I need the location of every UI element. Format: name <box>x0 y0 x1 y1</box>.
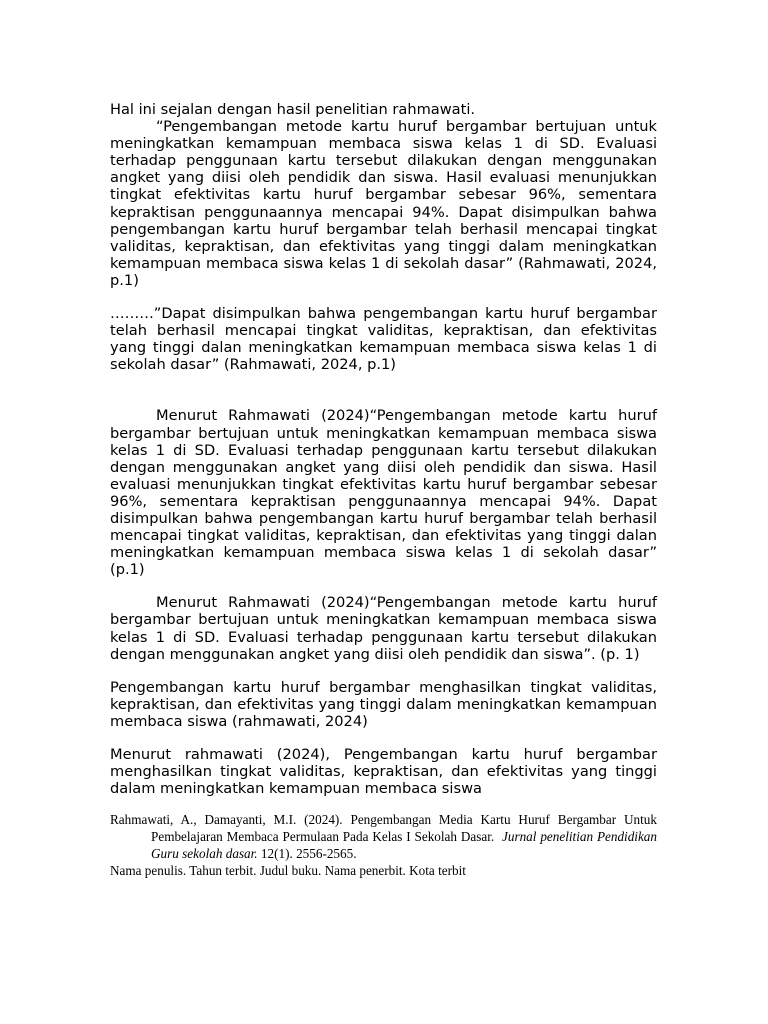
quoted-paragraph-2: ………”Dapat disimpulkan bahwa pengembangan kartu huruf bergambar telah berhasil mencapai tingkat validitas, kepraktisan, dan efektivitas yang tinggi dalan meningkatkan kemampuan membaca siswa kelas 1 di sekolah dasar” (Rahmawati, 2024, p.1) <box>110 305 657 374</box>
document-page <box>110 101 657 879</box>
paragraph-spacer <box>110 663 657 679</box>
paraphrase-paragraph-2: Menurut rahmawati (2024), Pengembangan kartu huruf bergambar menghasilkan tingkat validitas, kepraktisan, dan efektivitas yang tinggi dalam meningkatkan kemampuan membaca siswa <box>110 746 657 798</box>
citation-paragraph-1: Menurut Rahmawati (2024)“Pengembangan metode kartu huruf bergambar bertujuan untuk meningkatkan kemampuan membaca siswa kelas 1 di SD. Evaluasi terhadap penggunaan kartu tersebut dilakukan dengan menggunakan angket yang diisi oleh pendidik dan siswa. Hasil evaluasi menunjukkan tingkat efektivitas kartu huruf bergambar sebesar 96%, sementara kepraktisan penggunaannya mencapai 94%. Dapat disimpulkan bahwa pengembangan kartu huruf bergambar telah berhasil mencapai tingkat validitas, kepraktisan, dan efektivitas yang tinggi dalan meningkatkan kemampuan membaca siswa kelas 1 di sekolah dasar” (p.1) <box>110 407 657 579</box>
reference-format-template: Nama penulis. Tahun terbit. Judul buku. Nama penerbit. Kota terbit <box>110 863 466 879</box>
reference-journal-title: Jurnal penelitian Pendidikan Guru sekolah dasar. <box>151 829 657 862</box>
reference-main-text: Rahmawati, A., Damayanti, M.I. (2024). Pengembangan Media Kartu Huruf Bergambar Untuk Pembelajaran Membaca Permulaan Pada Kelas I Sekolah Dasar. <box>110 812 657 845</box>
reference-list <box>110 811 657 879</box>
paraphrase-paragraph-1: Pengembangan kartu huruf bergambar menghasilkan tingkat validitas, kepraktisan, dan efektivitas yang tinggi dalam meningkatkan kemampuan membaca siswa (rahmawati, 2024) <box>110 678 657 730</box>
intro-sentence: Hal ini sejalan dengan hasil penelitian rahmawati. <box>110 101 476 118</box>
reference-volume-pages: 12(1). 2556-2565. <box>260 846 357 862</box>
paragraph-spacer <box>110 373 657 407</box>
citation-paragraph-2: Menurut Rahmawati (2024)“Pengembangan metode kartu huruf bergambar bertujuan untuk meningkatkan kemampuan membaca siswa kelas 1 di SD. Evaluasi terhadap penggunaan kartu tersebut dilakukan dengan menggunakan angket yang diisi oleh pendidik dan siswa”. (p. 1) <box>110 594 657 663</box>
quoted-paragraph-1: “Pengembangan metode kartu huruf bergambar bertujuan untuk meningkatkan kemampuan membaca siswa kelas 1 di SD. Evaluasi terhadap penggunaan kartu tersebut dilakukan dengan menggunakan angket yang diisi oleh pendidik dan siswa. Hasil evaluasi menunjukkan tingkat efektivitas kartu huruf bergambar sebesar 96%, sementara kepraktisan penggunaannya mencapai 94%. Dapat disimpulkan bahwa pengembangan kartu huruf bergambar telah berhasil mencapai tingkat validitas, kepraktisan, dan efektivitas yang tinggi dalam meningkatkan kemampuan membaca siswa kelas 1 di sekolah dasar” (Rahmawati, 2024, p.1) <box>110 118 657 289</box>
paragraph-spacer <box>110 730 657 746</box>
paragraph-spacer <box>110 289 657 305</box>
paragraph-spacer <box>110 578 657 594</box>
reference-entry <box>110 811 657 862</box>
document-body <box>110 101 657 797</box>
